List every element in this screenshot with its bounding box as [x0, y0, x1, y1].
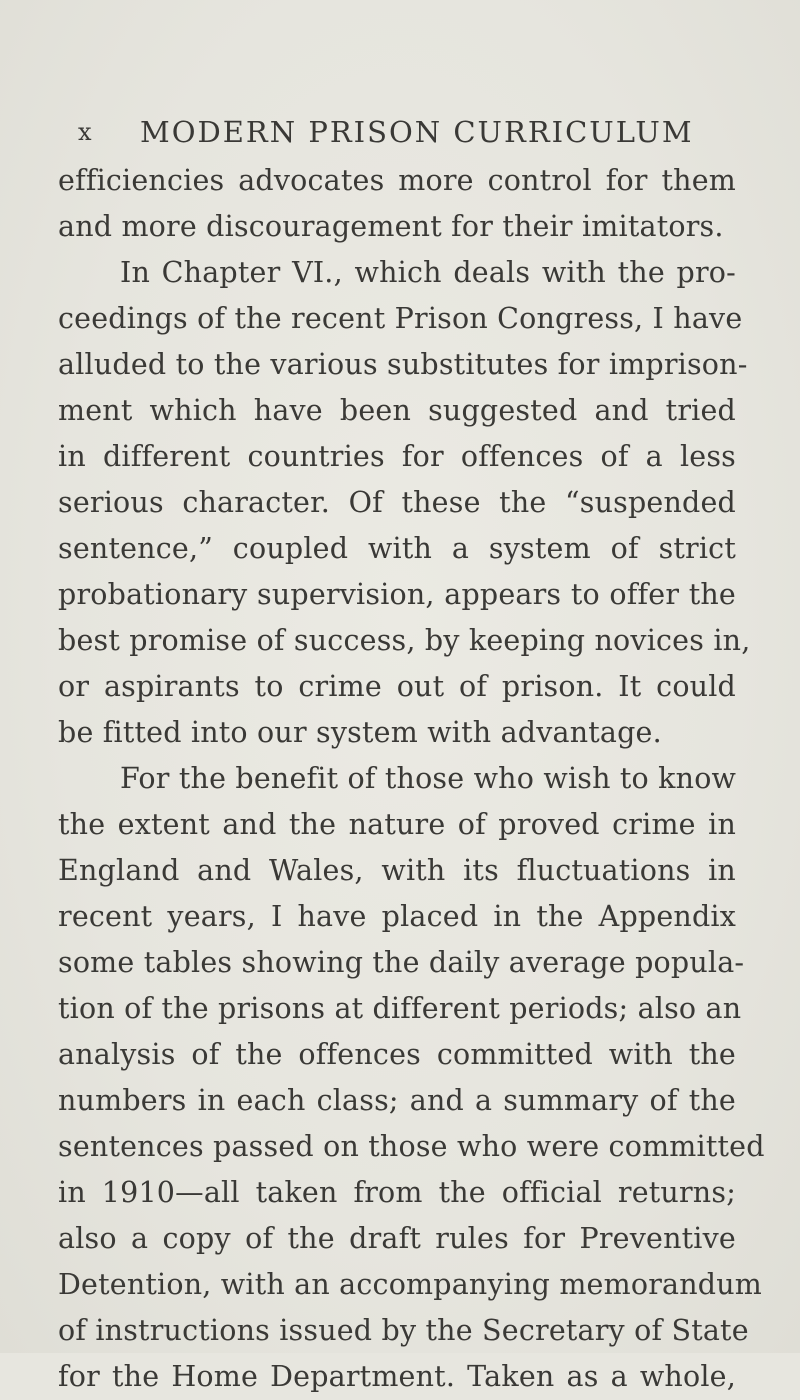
text-line: probationary supervision, appears to offer the	[58, 578, 736, 611]
text-line: For the benefit of those who wish to know	[120, 762, 737, 795]
running-title: MODERN PRISON CURRICULUM	[140, 115, 694, 149]
text-line: in 1910—all taken from the official returns;	[58, 1176, 736, 1209]
text-line: of instructions issued by the Secretary of State	[58, 1314, 749, 1347]
text-line: also a copy of the draft rules for Preventive	[58, 1222, 736, 1255]
text-line: and more discouragement for their imitators.	[58, 210, 724, 243]
text-line: Detention, with an accompanying memorandum	[58, 1268, 763, 1301]
page-number: x	[78, 118, 93, 146]
text-line: recent years, I have placed in the Appendix	[58, 900, 736, 933]
text-line: best promise of success, by keeping novices in,	[58, 624, 751, 657]
text-line: be fitted into our system with advantage.	[58, 716, 662, 749]
text-line: in different countries for offences of a less	[58, 440, 736, 473]
text-line: the extent and the nature of proved crime in	[58, 808, 736, 841]
text-line: some tables showing the daily average popula-	[58, 946, 745, 979]
text-line: alluded to the various substitutes for imprison-	[58, 348, 748, 381]
text-line: In Chapter VI., which deals with the pro-	[120, 256, 736, 289]
text-line: sentence,” coupled with a system of strict	[58, 532, 736, 565]
text-line: ment which have been suggested and tried	[58, 394, 736, 427]
text-line: tion of the prisons at different periods; also an	[58, 992, 742, 1025]
text-line: serious character. Of these the “suspended	[58, 486, 736, 519]
text-line: analysis of the offences committed with the	[58, 1038, 736, 1071]
text-line: for the Home Department. Taken as a whole,	[58, 1360, 736, 1393]
text-line: ceedings of the recent Prison Congress, I have	[58, 302, 743, 335]
text-line: or aspirants to crime out of prison. It could	[58, 670, 736, 703]
text-line: efficiencies advocates more control for them	[58, 164, 736, 197]
text-line: numbers in each class; and a summary of the	[58, 1084, 736, 1117]
running-head	[0, 112, 800, 152]
text-line: sentences passed on those who were committed	[58, 1130, 765, 1163]
text-line: England and Wales, with its fluctuations in	[58, 854, 736, 887]
